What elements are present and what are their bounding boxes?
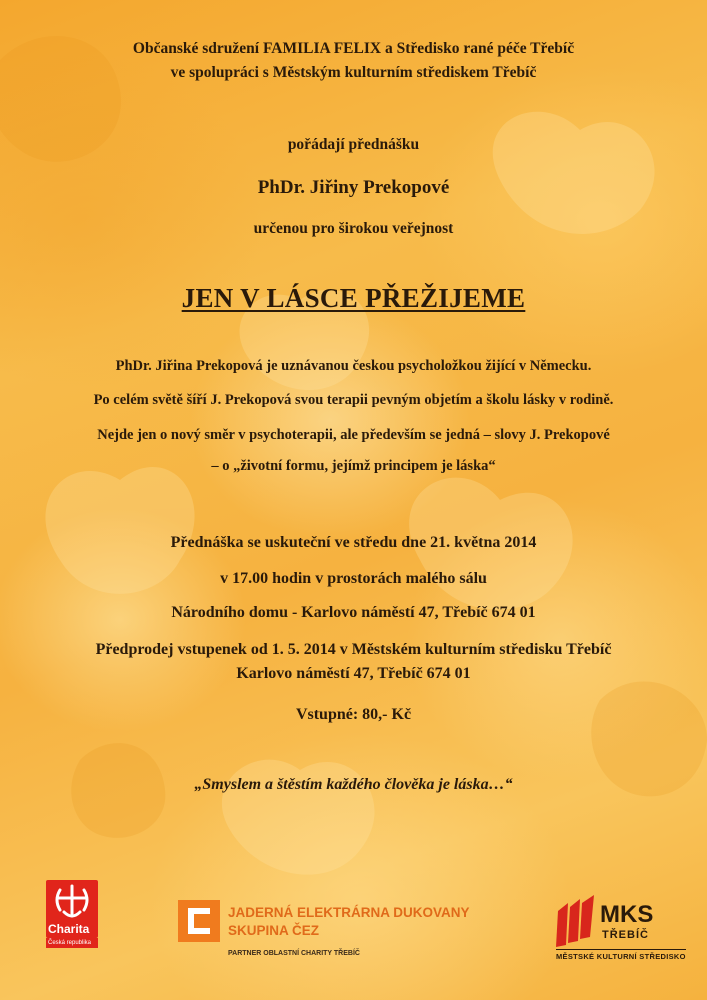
charita-logo (46, 880, 98, 957)
event-date-line: Přednáška se uskuteční ve středu dne 21. května 2014 (170, 534, 537, 551)
cez-partner-text: PARTNER OBLASTNÍ CHARITY TŘEBÍČ (228, 950, 360, 957)
presale-line-1: Předprodej vstupenek od 1. 5. 2014 v Městském kulturním středisku Třebíč (95, 641, 612, 658)
cez-logo (178, 900, 488, 962)
description-line-1: PhDr. Jiřina Prekopová je uznávanou českou psycholožkou žijící v Německu. (115, 358, 592, 374)
cez-title: JADERNÁ ELEKTRÁRNA DUKOVANY (228, 905, 470, 920)
audience-line: určenou pro širokou veřejnost (253, 220, 454, 237)
cez-c-icon (178, 900, 220, 942)
admission-line: Vstupné: 80,- Kč (295, 706, 412, 723)
org-line-1: Občanské sdružení FAMILIA FELIX a Středisko rané péče Třebíč (132, 40, 575, 57)
mks-flag-icon (548, 893, 600, 949)
charita-emblem (46, 880, 98, 938)
cez-emblem (178, 900, 220, 942)
cez-group: SKUPINA ČEZ (228, 923, 320, 938)
description-line-3: Nejde jen o nový směr v psychoterapii, ale především se jedná – slovy J. Prekopové (97, 427, 610, 443)
mks-city: TŘEBÍČ (602, 929, 649, 941)
event-venue-line: Národního domu - Karlovo náměstí 47, Třebíč 674 01 (171, 604, 536, 621)
organize-line: pořádají přednášku (287, 136, 420, 153)
charita-subtitle: Česká republika (46, 938, 98, 948)
org-line-2: ve spolupráci s Městským kulturním střediskem Třebíč (170, 64, 537, 81)
closing-quote: „Smyslem a štěstím každého člověka je láska…“ (194, 776, 513, 793)
description-line-2: Po celém světě šíří J. Prekopová svou terapii pevným objetím a školu lásky v rodině. (93, 392, 614, 408)
event-time-line: v 17.00 hodin v prostorách malého sálu (220, 570, 487, 587)
speaker-name: PhDr. Jiřiny Prekopové (257, 177, 450, 198)
presale-line-2: Karlovo náměstí 47, Třebíč 674 01 (236, 665, 471, 682)
lecture-title: JEN V LÁSCE PŘEŽIJEME (181, 283, 526, 313)
charita-name: Charita (48, 922, 90, 936)
mks-logo (548, 893, 688, 965)
charita-cross-icon (46, 880, 98, 924)
mks-name: MKS (600, 901, 654, 928)
description-line-4: – o „životní formu, jejímž principem je láska“ (211, 458, 496, 474)
mks-subtitle: MĚSTSKÉ KULTURNÍ STŘEDISKO (556, 949, 686, 961)
